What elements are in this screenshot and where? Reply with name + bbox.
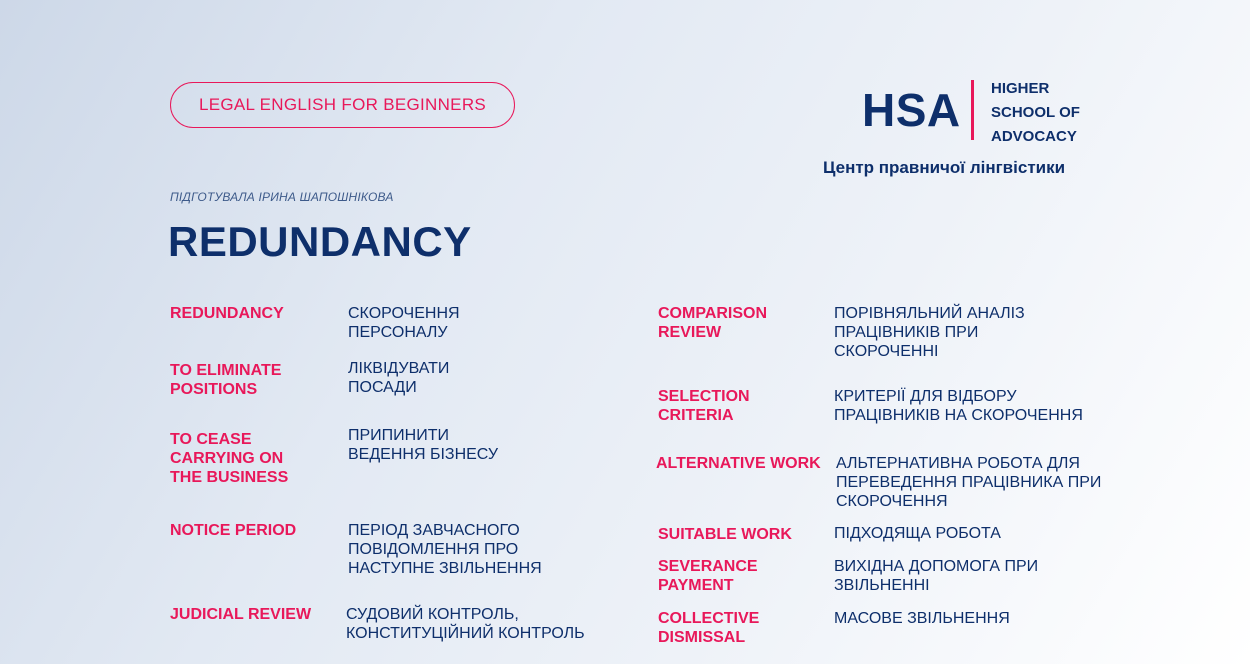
translation-line: ПЕРЕВЕДЕННЯ ПРАЦІВНИКА ПРИ xyxy=(836,474,1102,491)
translation-line: ЗВІЛЬНЕННІ xyxy=(834,577,930,594)
term-line: POSITIONS xyxy=(170,381,258,398)
term-judicial-review xyxy=(170,605,311,624)
translation-judicial-review xyxy=(346,605,585,643)
term-line: DISMISSAL xyxy=(658,629,746,646)
term-line: COLLECTIVE xyxy=(658,610,760,627)
term-line: SEVERANCE xyxy=(658,558,758,575)
translation-line: СКОРОЧЕННЯ xyxy=(836,493,948,510)
term-selection-criteria xyxy=(658,387,750,425)
translation-selection-criteria xyxy=(834,387,1083,425)
logo-school-name xyxy=(991,77,1080,149)
term-line: TO CEASE xyxy=(170,431,252,448)
translation-line: ПРАЦІВНИКІВ НА СКОРОЧЕННЯ xyxy=(834,407,1083,424)
translation-notice-period xyxy=(348,521,542,578)
logo-line-1: HIGHER xyxy=(991,80,1050,97)
term-notice-period xyxy=(170,521,296,540)
term-cease-business xyxy=(170,430,288,487)
translation-collective-dismissal xyxy=(834,609,1010,628)
translation-line: ЛІКВІДУВАТИ xyxy=(348,360,450,377)
translation-severance-payment xyxy=(834,557,1038,595)
course-label: LEGAL ENGLISH FOR BEGINNERS xyxy=(198,95,487,114)
translation-line: ВЕДЕННЯ БІЗНЕСУ xyxy=(348,446,498,463)
term-line: COMPARISON xyxy=(658,305,768,322)
translation-line: АЛЬТЕРНАТИВНА РОБОТА ДЛЯ xyxy=(836,455,1080,472)
term-redundancy xyxy=(170,304,284,323)
translation-line: СУДОВИЙ КОНТРОЛЬ, xyxy=(346,606,519,623)
translation-comparison-review xyxy=(834,304,1025,361)
translation-eliminate-positions xyxy=(348,359,449,397)
term-line: SUITABLE WORK xyxy=(658,526,792,543)
translation-line: ВИХІДНА ДОПОМОГА ПРИ xyxy=(834,558,1039,575)
translation-line: ПЕРІОД ЗАВЧАСНОГО xyxy=(348,522,520,539)
term-suitable-work xyxy=(658,525,792,544)
translation-line: СКОРОЧЕННІ xyxy=(834,343,939,360)
term-line: CARRYING ON xyxy=(170,450,284,467)
term-collective-dismissal xyxy=(658,609,759,647)
term-line: TO ELIMINATE xyxy=(170,362,282,379)
translation-line: НАСТУПНЕ ЗВІЛЬНЕННЯ xyxy=(348,560,542,577)
translation-alternative-work xyxy=(836,454,1101,511)
logo-line-3: ADVOCACY xyxy=(991,128,1077,145)
term-line: PAYMENT xyxy=(658,577,734,594)
translation-line: ПЕРСОНАЛУ xyxy=(348,324,448,341)
translation-line: СКОРОЧЕННЯ xyxy=(348,305,460,322)
term-line: JUDICIAL REVIEW xyxy=(170,606,312,623)
translation-suitable-work xyxy=(834,524,1001,543)
term-alternative-work xyxy=(656,454,821,473)
translation-line: ПРАЦІВНИКІВ ПРИ xyxy=(834,324,979,341)
term-eliminate-positions xyxy=(170,361,281,399)
translation-line: ПОСАДИ xyxy=(348,379,417,396)
translation-line: ПОВІДОМЛЕННЯ ПРО xyxy=(348,541,519,558)
term-severance-payment xyxy=(658,557,758,595)
logo-divider xyxy=(971,80,974,140)
term-line: NOTICE PERIOD xyxy=(170,522,297,539)
translation-line: ПРИПИНИТИ xyxy=(348,427,449,444)
term-line: REDUNDANCY xyxy=(170,305,284,322)
page-title: REDUNDANCY xyxy=(168,218,472,265)
center-name: Центр правничої лінгвістики xyxy=(823,158,1066,177)
course-badge xyxy=(170,82,515,128)
term-line: REVIEW xyxy=(658,324,722,341)
hsa-logo: HSA xyxy=(862,84,961,136)
prepared-by: ПІДГОТУВАЛА ІРИНА ШАПОШНІКОВА xyxy=(170,190,394,204)
translation-line: МАСОВЕ ЗВІЛЬНЕННЯ xyxy=(834,610,1010,627)
logo-line-2: SCHOOL OF xyxy=(991,104,1080,121)
term-line: THE BUSINESS xyxy=(170,469,289,486)
term-line: SELECTION xyxy=(658,388,750,405)
translation-line: КРИТЕРІЇ ДЛЯ ВІДБОРУ xyxy=(834,388,1017,405)
term-line: CRITERIA xyxy=(658,407,734,424)
term-line: ALTERNATIVE WORK xyxy=(656,455,821,472)
term-comparison-review xyxy=(658,304,767,342)
translation-line: КОНСТИТУЦІЙНИЙ КОНТРОЛЬ xyxy=(346,625,585,642)
translation-line: ПІДХОДЯЩА РОБОТА xyxy=(834,525,1001,542)
translation-redundancy xyxy=(348,304,460,342)
translation-line: ПОРІВНЯЛЬНИЙ АНАЛІЗ xyxy=(834,305,1025,322)
translation-cease-business xyxy=(348,426,498,464)
